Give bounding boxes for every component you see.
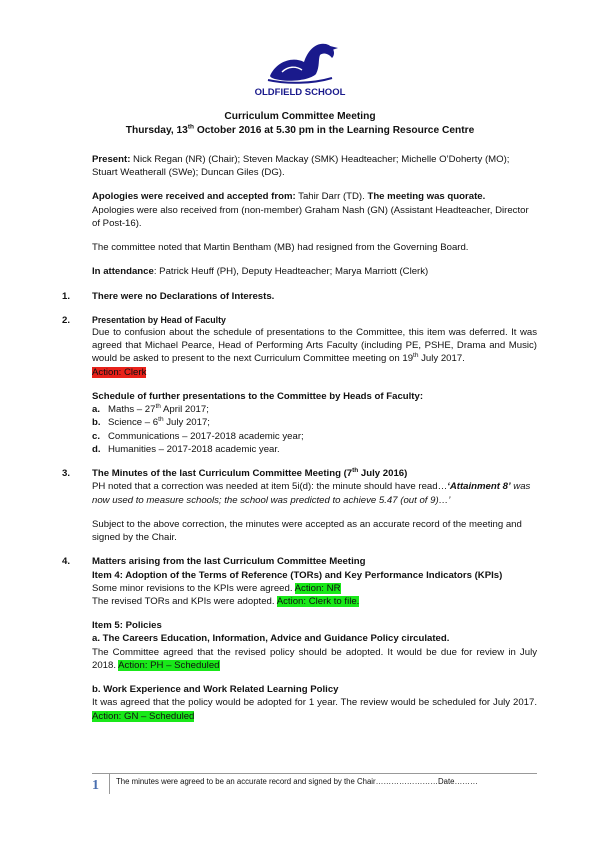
meeting-title-block: [0, 110, 600, 138]
list-item: d. Humanities – 2017-2018 academic year.: [92, 443, 280, 455]
footer-separator: [109, 774, 110, 794]
policy-a-body: The Committee agreed that the revised policy should be adopted. It would be due for review in July 2018. Action: PH – Scheduled: [92, 646, 537, 671]
sub-item-5-title: Item 5: Policies: [92, 620, 162, 632]
action-highlight: Action: Clerk: [92, 366, 147, 378]
policy-b-body: It was agreed that the policy would be adopted for 1 year. The review would be scheduled for July 2017. Action: GN – Scheduled: [92, 697, 537, 722]
item-1: [62, 290, 537, 303]
attendance-line: In attendance: Patrick Heuff (PH), Deputy Headteacher; Marya Marriott (Clerk): [92, 266, 429, 278]
sub-item-4-title: Item 4: Adoption of the Terms of Reference (TORs) and Key Performance Indicators (KPIs): [92, 569, 503, 581]
item-number: 1.: [62, 290, 71, 302]
list-item: a. Maths – 27th April 2017;: [92, 402, 209, 416]
meeting-date: Thursday, 13th October 2016 at 5.30 pm in the Learning Resource Centre: [125, 123, 475, 136]
list-item: c. Communications – 2017-2018 academic year;: [92, 430, 304, 442]
school-name: OLDFIELD SCHOOL: [254, 87, 346, 98]
action-highlight: Action: NR: [294, 582, 341, 594]
action-line: [92, 366, 537, 379]
item-title: Presentation by Head of Faculty: [92, 314, 226, 325]
list-item: b. Science – 6th July 2017;: [92, 416, 210, 429]
schedule-list: [92, 403, 537, 456]
item-3: [62, 466, 537, 544]
footer-signature-line: The minutes were agreed to be an accurate record and signed by the Chair……………………Date………: [116, 777, 478, 786]
item-title: Matters arising from the last Curriculum Committee Meeting: [92, 556, 366, 568]
minutes-body: [62, 153, 537, 723]
meeting-title: Curriculum Committee Meeting: [224, 111, 376, 122]
action-highlight: Action: Clerk to file.: [276, 595, 360, 607]
item-body: Due to confusion about the schedule of presentations to the Committee, this item was deferred. It was agreed that Michael Pearce, Head of Performing Arts Faculty (including PE, PSHE, Drama and Music) would be asked to present to the next Curriculum Committee meeting on 19th July 2017.: [92, 327, 537, 365]
item-2: [62, 314, 537, 456]
item-4: [62, 555, 537, 723]
item-number: 2.: [62, 314, 71, 326]
apologies-also: Apologies were also received from (non-member) Graham Nash (GN) (Assistant Headteacher, Director of Post-16).: [92, 204, 529, 229]
policy-a-title: a. The Careers Education, Information, Advice and Guidance Policy circulated.: [92, 633, 450, 645]
item-title: The Minutes of the last Curriculum Committee Meeting (7th July 2016): [92, 466, 408, 480]
resignation-note: The committee noted that Martin Bentham (MB) had resigned from the Governing Board.: [92, 242, 469, 254]
sub-item-4-line-1: Some minor revisions to the KPIs were agreed. Action: NR: [92, 582, 341, 594]
sub-item-4-line-2: The revised TORs and KPIs were adopted. Action: Clerk to file.: [92, 595, 360, 607]
item-body-2: Subject to the above correction, the minutes were accepted as an accurate record of the meeting and signed by the Chair.: [92, 518, 522, 544]
policy-b-title: b. Work Experience and Work Related Learning Policy: [92, 684, 339, 696]
action-highlight: Action: GN – Scheduled: [92, 710, 195, 722]
swan-logo: [262, 36, 342, 86]
item-body: PH noted that a correction was needed at item 5i(d): the minute should have read…‘Attainment 8’ was now used to measure schools; the school was predicted to achieve 5.47 (out of 9)…’: [92, 481, 531, 506]
action-highlight: Action: PH – Scheduled: [118, 659, 220, 671]
present-line: Present: Nick Regan (NR) (Chair); Steven Mackay (SMK) Headteacher; Michelle O’Doherty (MO); Stuart Weatherall (SWe); Duncan Giles (DG).: [92, 154, 510, 179]
item-title: There were no Declarations of Interests.: [92, 290, 275, 302]
schedule-title: Schedule of further presentations to the Committee by Heads of Faculty:: [92, 390, 424, 402]
apologies-line: Apologies were received and accepted from: Tahir Darr (TD). The meeting was quorate.: [92, 191, 486, 203]
item-number: 4.: [62, 556, 71, 568]
footer-divider: [92, 773, 537, 774]
item-number: 3.: [62, 468, 71, 480]
page-number: 1: [92, 778, 99, 793]
